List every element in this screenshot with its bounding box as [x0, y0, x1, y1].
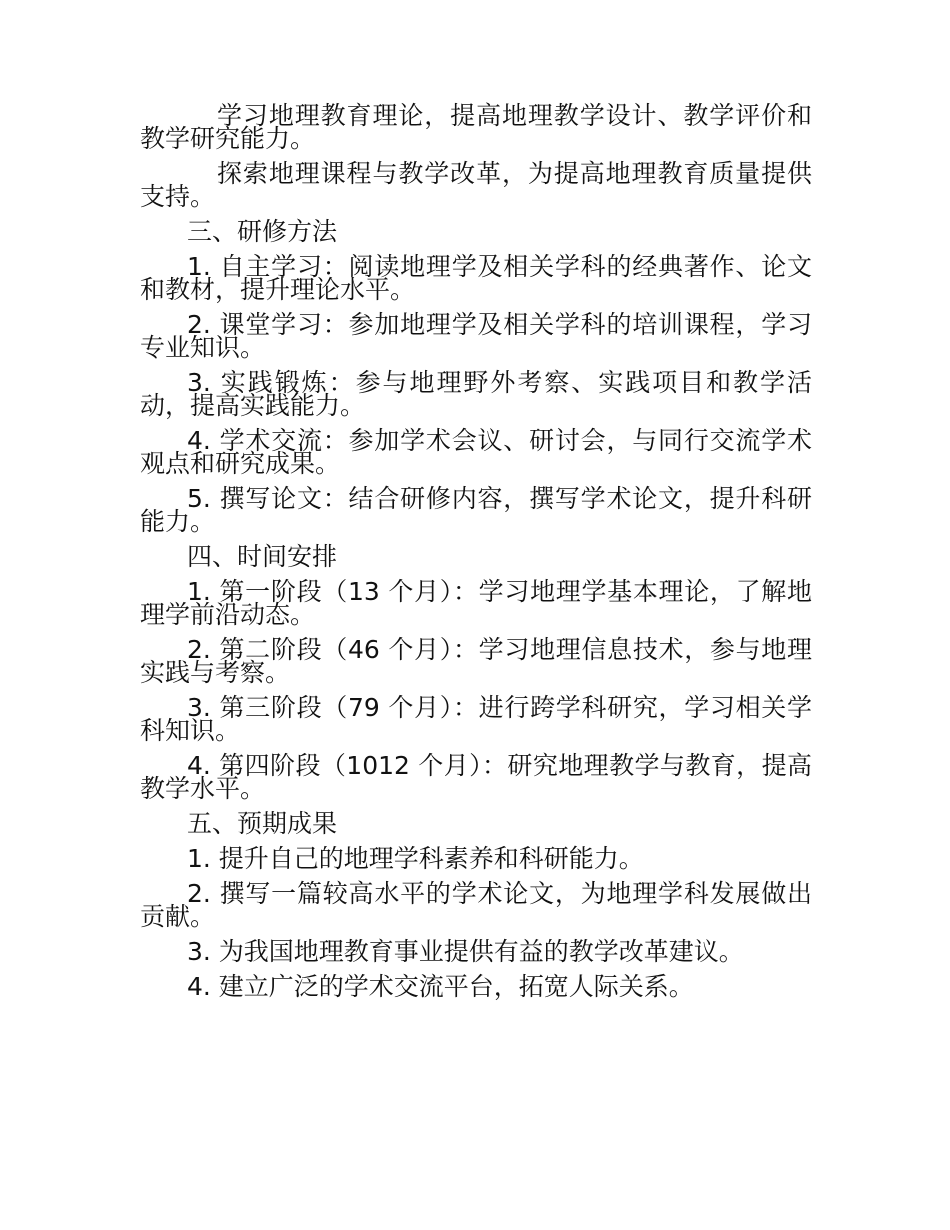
section-heading: 五、预期成果 — [187, 809, 338, 838]
method-item: 3. 实践锻炼：参与地理野外考察、实践项目和教学活动，提高实践能力。 — [140, 368, 812, 420]
objective-paragraph: 学习地理教育理论，提高地理教学设计、教学评价和教学研究能力。 — [140, 101, 812, 153]
section-heading: 四、时间安排 — [187, 542, 338, 571]
objective-paragraph: 探索地理课程与教学改革，为提高地理教育质量提供支持。 — [140, 159, 812, 211]
document-page — [140, 101, 812, 1010]
outcome-item: 1. 提升自己的地理学科素养和科研能力。 — [187, 844, 644, 873]
schedule-item: 3. 第三阶段（79 个月）：进行跨学科研究，学习相关学科知识。 — [140, 693, 812, 745]
method-item: 1. 自主学习：阅读地理学及相关学科的经典著作、论文和教材，提升理论水平。 — [140, 252, 812, 304]
method-item: 2. 课堂学习：参加地理学及相关学科的培训课程，学习专业知识。 — [140, 310, 812, 362]
outcome-item: 3. 为我国地理教育事业提供有益的教学改革建议。 — [187, 937, 744, 966]
schedule-item: 1. 第一阶段（13 个月）：学习地理学基本理论，了解地理学前沿动态。 — [140, 577, 812, 629]
outcome-item: 4. 建立广泛的学术交流平台，拓宽人际关系。 — [187, 972, 694, 1001]
outcome-item: 2. 撰写一篇较高水平的学术论文，为地理学科发展做出贡献。 — [140, 879, 812, 931]
method-item: 5. 撰写论文：结合研修内容，撰写学术论文，提升科研能力。 — [140, 484, 812, 536]
schedule-item: 4. 第四阶段（1012 个月）：研究地理教学与教育，提高教学水平。 — [140, 751, 812, 803]
schedule-item: 2. 第二阶段（46 个月）：学习地理信息技术，参与地理实践与考察。 — [140, 635, 812, 687]
method-item: 4. 学术交流：参加学术会议、研讨会，与同行交流学术观点和研究成果。 — [140, 426, 812, 478]
section-heading: 三、研修方法 — [187, 217, 338, 246]
